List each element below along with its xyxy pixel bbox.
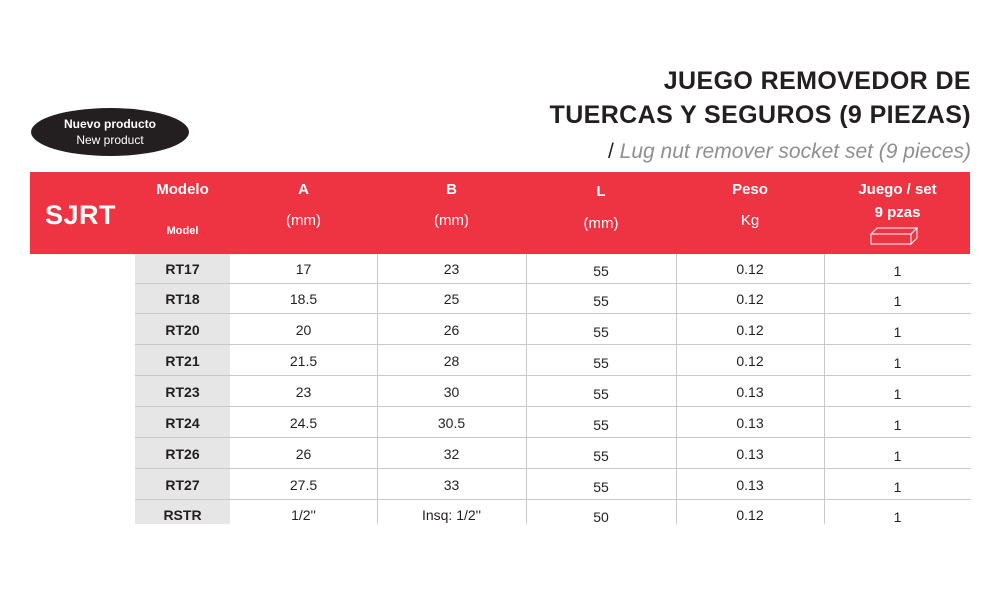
cell-model: RT20 [165, 322, 200, 338]
column-divider [377, 254, 378, 524]
new-product-badge [31, 108, 189, 156]
badge-label-en: New product [76, 133, 144, 147]
header-l-unit: (mm) [583, 215, 619, 232]
cell-peso: 0.12 [736, 353, 764, 369]
table-row [135, 470, 971, 500]
cell-model: RT24 [165, 415, 200, 431]
cell-model: RT23 [165, 384, 200, 400]
cell-l: 55 [593, 479, 609, 495]
cell-juego: 1 [893, 509, 902, 525]
cell-juego: 1 [893, 263, 902, 279]
header-modelo: Modelo [156, 181, 209, 198]
cell-peso: 0.12 [736, 322, 764, 338]
box-icon [869, 226, 919, 246]
cell-b: 28 [443, 353, 460, 369]
cell-peso: 0.13 [736, 415, 764, 431]
cell-b: 25 [443, 291, 460, 307]
title-line-2: TUERCAS Y SEGUROS (9 PIEZAS) [549, 101, 971, 129]
header-model: Model [166, 225, 199, 237]
table-row [135, 439, 971, 469]
cell-model: RT26 [165, 446, 200, 462]
table-row [135, 408, 971, 438]
cell-a: 1/2'' [291, 507, 316, 523]
table-row [135, 284, 971, 314]
badge-label-es: Nuevo producto [64, 117, 156, 131]
cell-a: 23 [295, 384, 312, 400]
column-divider [824, 254, 825, 524]
header-b: B [446, 181, 457, 198]
header-a-unit: (mm) [286, 212, 321, 229]
header-juego: Juego / set [858, 181, 937, 198]
cell-l: 55 [593, 355, 609, 371]
header-b-unit: (mm) [434, 212, 469, 229]
cell-model: RSTR [163, 507, 202, 523]
subtitle-text: Lug nut remover socket set (9 pieces) [613, 140, 971, 163]
cell-model: RT27 [165, 477, 200, 493]
table-row [135, 500, 971, 530]
cell-a: 27.5 [289, 477, 318, 493]
table-row [135, 315, 971, 345]
cell-juego: 1 [893, 479, 902, 495]
cell-a: 17 [295, 261, 312, 277]
cell-a: 24.5 [289, 415, 318, 431]
cell-l: 55 [593, 417, 609, 433]
header-a: A [298, 181, 309, 198]
cell-b: 32 [443, 446, 460, 462]
cell-juego: 1 [893, 355, 902, 371]
table-row [135, 377, 971, 407]
column-divider [676, 254, 677, 524]
cell-a: 21.5 [289, 353, 318, 369]
title-line-1: JUEGO REMOVEDOR DE [663, 67, 971, 95]
cell-juego: 1 [893, 386, 902, 402]
cell-a: 20 [295, 322, 312, 338]
header-peso-unit: Kg [740, 212, 760, 229]
product-code: SJRT [45, 200, 117, 230]
cell-peso: 0.13 [736, 446, 764, 462]
cell-peso: 0.12 [736, 507, 764, 523]
header-peso: Peso [732, 181, 768, 198]
cell-b: 30 [443, 384, 460, 400]
cell-b: 23 [443, 261, 460, 277]
table-row [135, 254, 971, 284]
header-l: L [596, 183, 606, 200]
cell-b: 26 [443, 322, 460, 338]
cell-b: Insq: 1/2'' [421, 507, 482, 523]
column-divider [526, 254, 527, 524]
cell-juego: 1 [893, 324, 902, 340]
header-juego-sub: 9 pzas [874, 204, 921, 221]
subtitle-slash: / [607, 140, 614, 163]
cell-a: 18.5 [289, 291, 318, 307]
cell-b: 30.5 [437, 415, 466, 431]
table-row [135, 346, 971, 376]
cell-peso: 0.12 [736, 261, 764, 277]
cell-juego: 1 [893, 293, 902, 309]
cell-model: RT21 [165, 353, 200, 369]
cell-l: 55 [593, 263, 609, 279]
cell-juego: 1 [893, 448, 902, 464]
cell-peso: 0.13 [736, 384, 764, 400]
cell-a: 26 [295, 446, 312, 462]
page-subtitle [608, 140, 971, 164]
cell-l: 55 [593, 324, 609, 340]
cell-b: 33 [443, 477, 460, 493]
cell-peso: 0.13 [736, 477, 764, 493]
cell-l: 55 [593, 386, 609, 402]
cell-peso: 0.12 [736, 291, 764, 307]
cell-l: 55 [593, 293, 609, 309]
cell-l: 50 [593, 509, 609, 525]
page-title [550, 64, 971, 132]
cell-l: 55 [593, 448, 609, 464]
cell-model: RT17 [165, 261, 200, 277]
cell-model: RT18 [165, 291, 200, 307]
cell-juego: 1 [893, 417, 902, 433]
